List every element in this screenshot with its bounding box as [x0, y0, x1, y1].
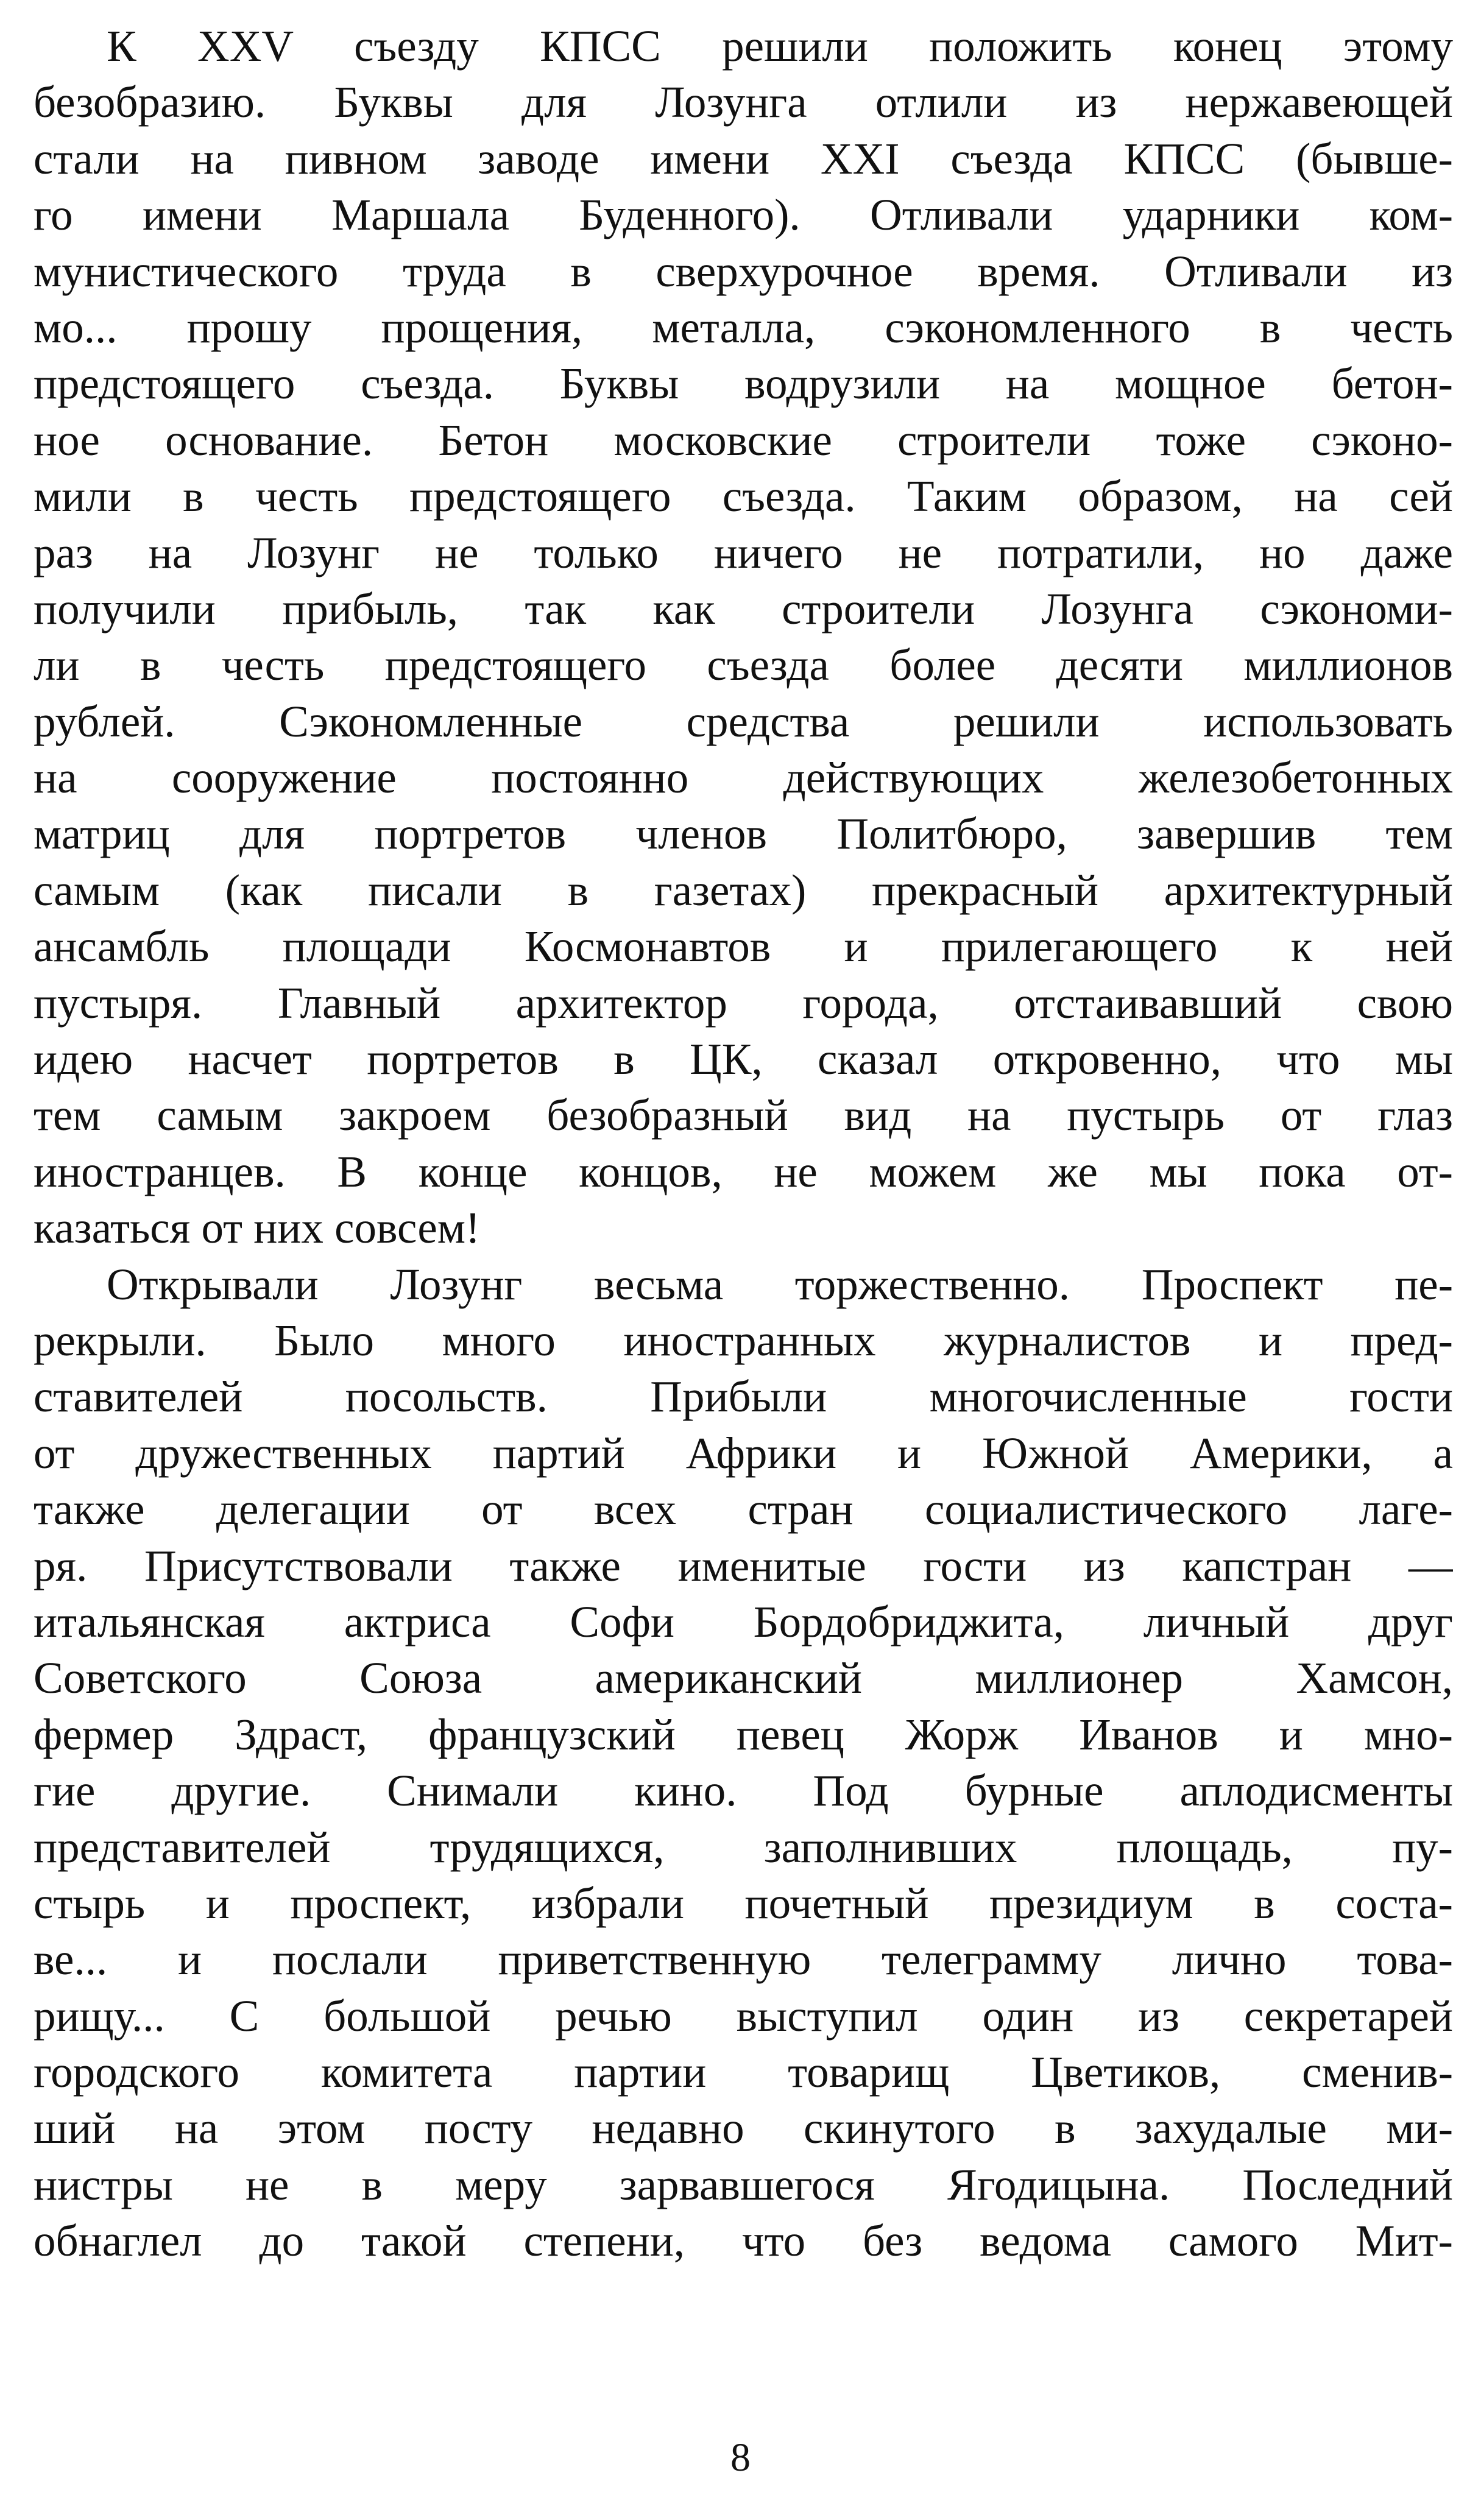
text-line: ший на этом посту недавно скинутого в захудалые ми- — [34, 2103, 1453, 2153]
text-line: городского комитета партии товарищ Цветиков, сменив- — [34, 2047, 1453, 2097]
text-line: тем самым закроем безобразный вид на пустырь от глаз — [34, 1090, 1453, 1140]
text-line: К XXV съезду КПСС решили положить конец этому — [107, 21, 1453, 71]
text-line: стырь и проспект, избрали почетный президиум в соста- — [34, 1878, 1453, 1928]
text-line: на сооружение постоянно действующих железобетонных — [34, 753, 1453, 803]
text-line: безобразию. Буквы для Лозунга отлили из нержавеющей — [34, 77, 1453, 127]
text-line: ставителей посольств. Прибыли многочисленные гости — [34, 1372, 1453, 1422]
text-line: представителей трудящихся, заполнивших площадь, пу- — [34, 1822, 1453, 1872]
text-line: рищу... С большой речью выступил один из секретарей — [34, 1991, 1453, 2041]
text-line: Советского Союза американский миллионер Хамсон, — [34, 1653, 1453, 1703]
text-line: рублей. Сэкономленные средства решили использовать — [34, 696, 1453, 746]
text-line: также делегации от всех стран социалистического лаге- — [34, 1484, 1453, 1534]
text-line: ли в честь предстоящего съезда более десяти миллионов — [34, 640, 1453, 690]
text-line: обнаглел до такой степени, что без ведома самого Мит- — [34, 2216, 1453, 2266]
text-line: самым (как писали в газетах) прекрасный архитектурный — [34, 865, 1453, 915]
text-line: ря. Присутствовали также именитые гости из капстран — — [34, 1541, 1453, 1590]
text-line: Открывали Лозунг весьма торжественно. Проспект пе- — [107, 1259, 1453, 1309]
text-line: рекрыли. Было много иностранных журналистов и пред- — [34, 1315, 1453, 1365]
text-line: предстоящего съезда. Буквы водрузили на мощное бетон- — [34, 359, 1453, 409]
text-line: идею насчет портретов в ЦК, сказал откровенно, что мы — [34, 1034, 1453, 1084]
text-line: ное основание. Бетон московские строители тоже сэконо- — [34, 415, 1453, 465]
text-line: стали на пивном заводе имени XXI съезда КПСС (бывше- — [34, 133, 1453, 183]
text-line: от дружественных партий Африки и Южной Америки, а — [34, 1428, 1453, 1478]
text-line: пустыря. Главный архитектор города, отстаивавший свою — [34, 978, 1453, 1028]
text-line: мунистического труда в сверхурочное время. Отливали из — [34, 246, 1453, 296]
text-line: получили прибыль, так как строители Лозунга сэкономи- — [34, 584, 1453, 634]
text-line: нистры не в меру зарвавшегося Ягодицына. Последний — [34, 2159, 1453, 2209]
text-line: раз на Лозунг не только ничего не потратили, но даже — [34, 528, 1453, 577]
body-text — [34, 18, 1453, 2270]
text-line: гие другие. Снимали кино. Под бурные аплодисменты — [34, 1766, 1453, 1816]
text-line: ансамбль площади Космонавтов и прилегающего к ней — [34, 922, 1453, 972]
text-line: ве... и послали приветственную телеграмму лично това- — [34, 1935, 1453, 1985]
text-line: мо... прошу прощения, металла, сэкономленного в честь — [34, 302, 1453, 352]
text-line: казаться от них совсем! — [34, 1203, 481, 1253]
text-line: фермер Здраст, французский певец Жорж Иванов и мно- — [34, 1709, 1453, 1759]
text-line: мили в честь предстоящего съезда. Таким образом, на сей — [34, 471, 1453, 521]
text-line: иностранцев. В конце концов, не можем же мы пока от- — [34, 1146, 1453, 1196]
text-line: итальянская актриса Софи Бордобриджита, личный друг — [34, 1597, 1453, 1646]
text-line: го имени Маршала Буденного). Отливали ударники ком- — [34, 190, 1453, 240]
page-number: 8 — [730, 2435, 751, 2480]
text-line: матриц для портретов членов Политбюро, завершив тем — [34, 809, 1453, 859]
